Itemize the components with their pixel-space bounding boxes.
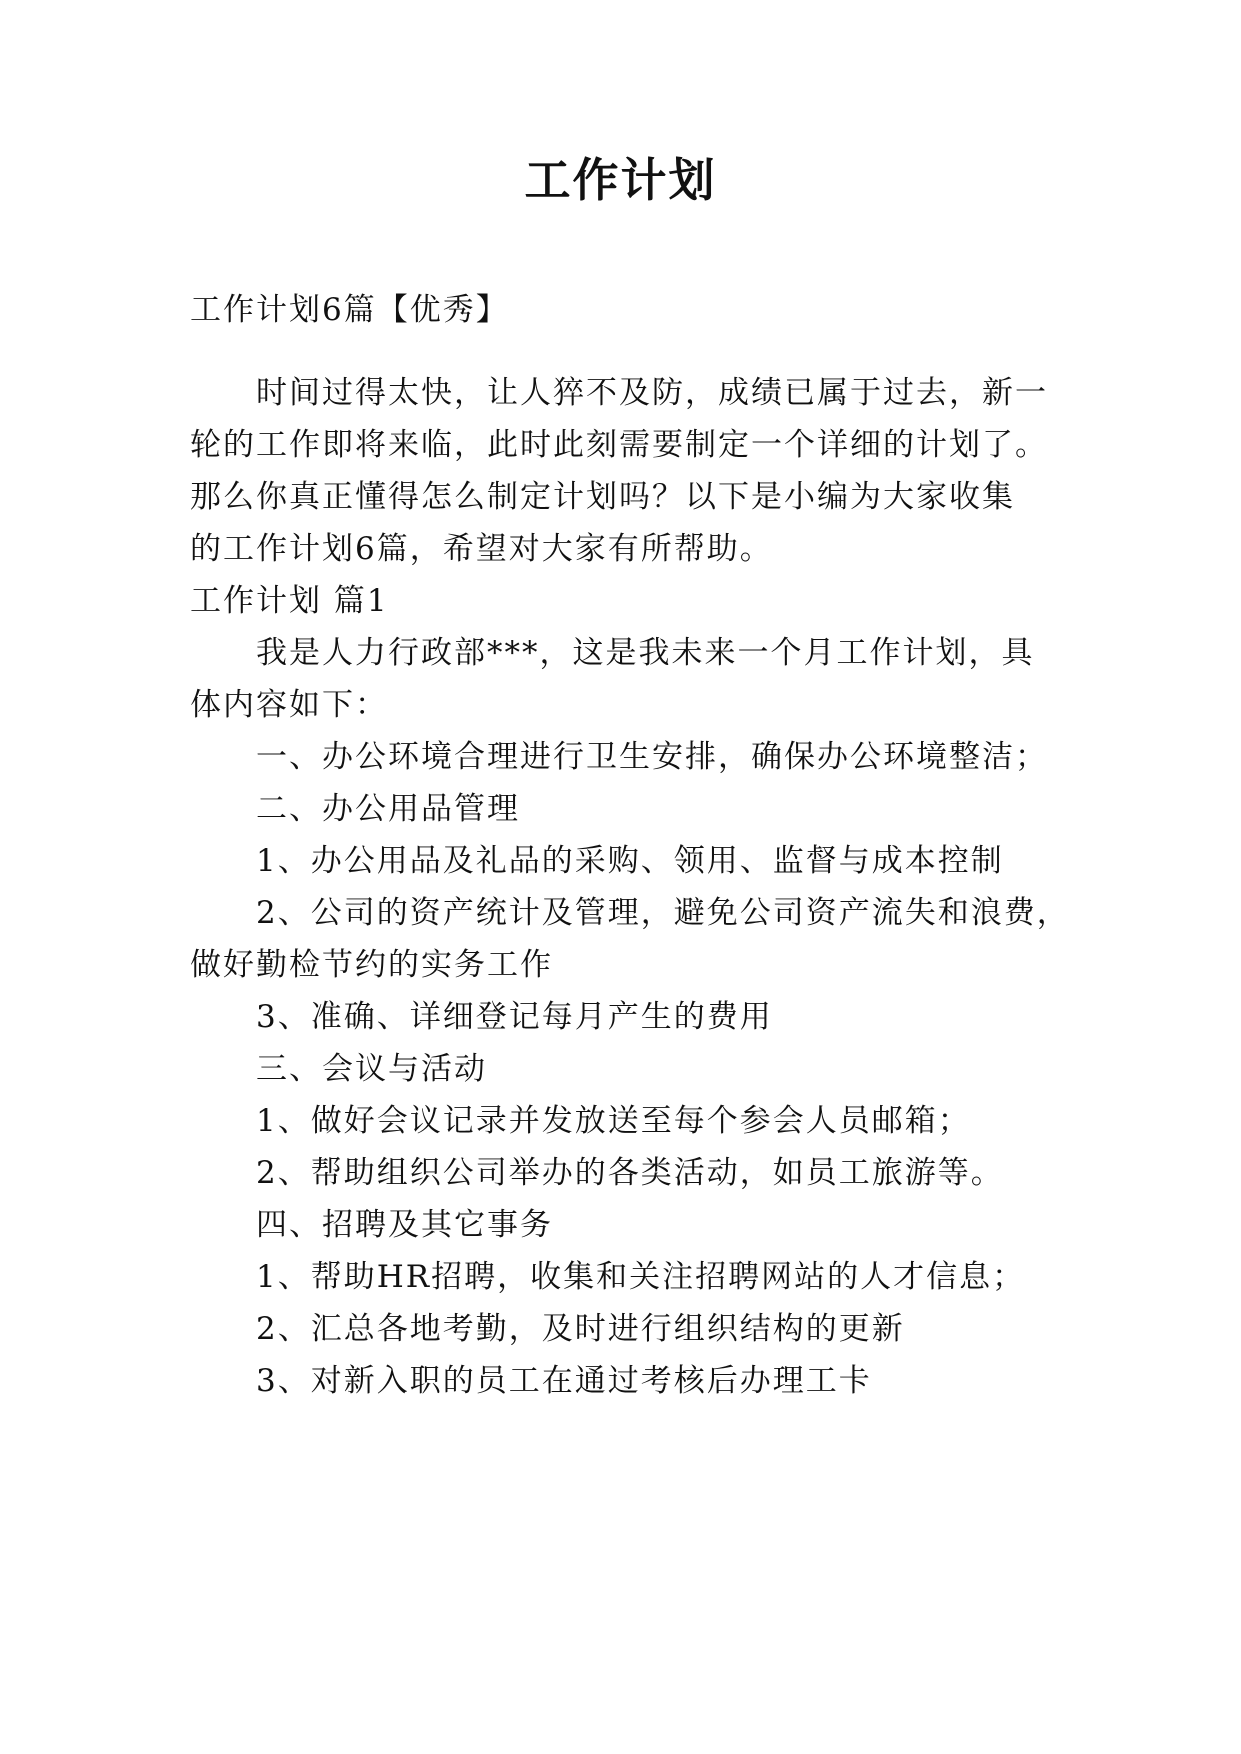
intro-line: 时间过得太快，让人猝不及防，成绩已属于过去，新一 <box>256 375 1048 411</box>
document-title: 工作计划 <box>524 153 717 207</box>
intro-line: 的工作计划6篇，希望对大家有所帮助。 <box>190 531 773 567</box>
intro-line: 那么你真正懂得怎么制定计划吗？以下是小编为大家收集 <box>190 479 1015 515</box>
body-line: 2、汇总各地考勤，及时进行组织结构的更新 <box>256 1311 905 1347</box>
body-line: 2、公司的资产统计及管理，避免公司资产流失和浪费， <box>256 895 1070 931</box>
body-line: 我是人力行政部***，这是我未来一个月工作计划，具 <box>256 635 1035 671</box>
body-line: 2、帮助组织公司举办的各类活动，如员工旅游等。 <box>256 1155 1004 1191</box>
body-line: 1、帮助HR招聘，收集和关注招聘网站的人才信息； <box>256 1259 1026 1295</box>
body-line: 二、办公用品管理 <box>256 791 520 827</box>
body-line: 1、做好会议记录并发放送至每个参会人员邮箱； <box>256 1103 971 1139</box>
intro-line: 轮的工作即将来临，此时此刻需要制定一个详细的计划了。 <box>190 427 1048 463</box>
body-line: 四、招聘及其它事务 <box>256 1207 553 1243</box>
body-line: 做好勤检节约的实务工作 <box>190 947 553 983</box>
body-line: 3、准确、详细登记每月产生的费用 <box>256 999 773 1035</box>
body-line: 3、对新入职的员工在通过考核后办理工卡 <box>256 1363 872 1399</box>
body-line: 一、办公环境合理进行卫生安排，确保办公环境整洁； <box>256 739 1048 775</box>
body-line: 三、会议与活动 <box>256 1051 487 1087</box>
body-line: 体内容如下： <box>190 687 388 723</box>
body-line: 1、办公用品及礼品的采购、领用、监督与成本控制 <box>256 843 1004 879</box>
section-heading: 工作计划 篇1 <box>190 583 389 619</box>
document-subtitle: 工作计划6篇【优秀】 <box>190 292 509 328</box>
